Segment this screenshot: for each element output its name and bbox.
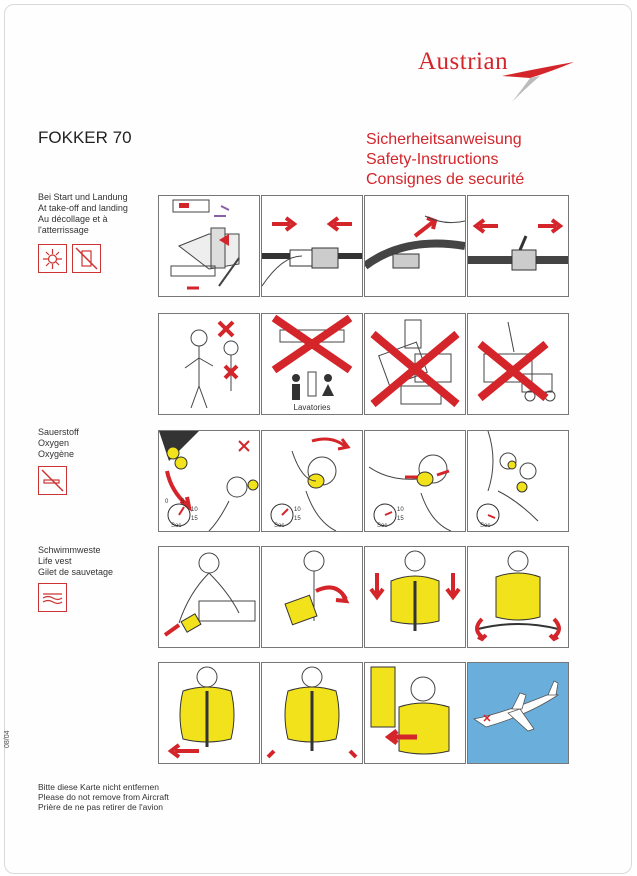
panel-child-vest (364, 662, 466, 764)
timer-five-label: 5 (181, 499, 185, 505)
timer-unit-label-4: Sec (480, 523, 491, 529)
aircraft-type: FOKKER 70 (38, 128, 132, 147)
section-oxygen-label: Sauerstoff Oxygen Oxygène (38, 427, 79, 459)
timer-fifteen-label-3: 15 (397, 516, 404, 522)
panel-fasten-belt (261, 195, 363, 297)
panel-inflate-pull-tab (158, 662, 260, 764)
panel-open-pouch (261, 546, 363, 648)
timer-unit-label: Sec (171, 523, 182, 529)
section-takeoff-label: Bei Start und Landung At take-off and landing Au décollage et à l'atterrissage (38, 192, 128, 235)
no-mobile-phone-icon (72, 244, 101, 273)
timer-ten-label: 10 (191, 507, 198, 513)
panel-no-standing (158, 313, 260, 415)
card-titles (366, 130, 524, 190)
timer-fifteen-label-2: 15 (294, 516, 301, 522)
panel-release-belt (467, 195, 569, 297)
lavatories-label: Lavatories (293, 403, 331, 412)
title-de: Sicherheitsanweisung (366, 131, 522, 148)
timer-fifteen-label: 15 (191, 516, 198, 522)
section-lifevest-label: Schwimmweste Life vest Gilet de sauvetage (38, 545, 114, 577)
panel-fasten-straps (467, 546, 569, 648)
panel-put-on-vest (364, 546, 466, 648)
timer-unit-label-2: Sec (274, 523, 285, 529)
panel-inflate-vest (261, 662, 363, 764)
panel-no-remote-toys (467, 313, 569, 415)
title-en: Safety-Instructions (366, 151, 499, 168)
panel-vest-under-seat (158, 546, 260, 648)
card-version: 08/04 (4, 730, 11, 748)
title-fr: Consignes de securité (366, 171, 525, 188)
airline-swoosh-icon (500, 58, 578, 106)
timer-ten-label-3: 10 (397, 507, 404, 513)
footer-notice: Bitte diese Karte nicht entfernen Please do not remove from Aircraft Prière de ne pas retirer de l'avion (38, 782, 169, 812)
life-vest-under-seat-icon (38, 583, 67, 612)
panel-aircraft-on-water (467, 662, 569, 764)
panel-seat-upright (158, 195, 260, 297)
timer-zero-label: 0 (165, 499, 169, 505)
panel-no-smoking-lavatories (261, 313, 363, 415)
panel-breathe-normally (364, 430, 466, 532)
panel-oxygen-masks-drop (158, 430, 260, 532)
panel-no-mobile-phones (364, 313, 466, 415)
no-smoking-icon (38, 466, 67, 495)
panel-assist-child (467, 430, 569, 532)
panel-tighten-belt (364, 195, 466, 297)
brand-logo-text: Austrian (418, 48, 509, 75)
no-electronics-icon (38, 244, 67, 273)
panel-pull-mask (261, 430, 363, 532)
timer-ten-label-2: 10 (294, 507, 301, 513)
timer-unit-label-3: Sec (377, 523, 388, 529)
